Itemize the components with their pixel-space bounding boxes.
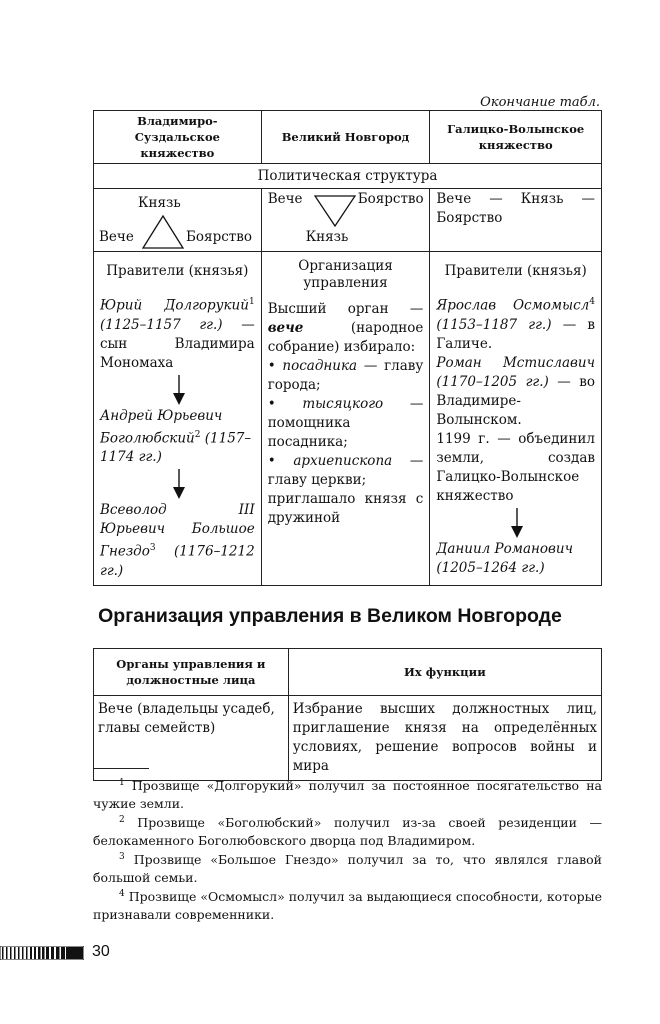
footnote-4 (93, 885, 602, 924)
novgorod-organization-cell (261, 252, 430, 586)
footnote-ref: 4 (589, 297, 595, 307)
org-term: тысяцкого (302, 396, 384, 412)
footnote-number: 2 (119, 815, 125, 825)
org-desc: — главу церкви; (267, 453, 424, 488)
org-term: посадника (282, 358, 358, 374)
list-item: • посадника — главу города; (267, 358, 424, 393)
footnote-ref: 1 (248, 297, 255, 307)
section-title: Организация управления в Великом Новгороде (98, 605, 562, 627)
org-outro: приглашало князя с дружиной (267, 491, 424, 526)
ruler-years: (1157–1174 гг.) (100, 430, 252, 465)
ruler-years: (1170–1205 гг.) (436, 373, 549, 390)
novgorod-diagram (261, 189, 430, 252)
diagram-left-label: Вече (267, 191, 303, 207)
organization-label: Организация управления (298, 258, 393, 291)
header-novgorod: Великий Новгород (261, 111, 430, 164)
diagram-right-label: Боярство (186, 229, 252, 245)
political-structure-heading: Политическая структура (94, 164, 602, 189)
diagram-left-label: Вече (99, 229, 134, 245)
diagram-top-label: Князь (138, 195, 181, 211)
ruler-name: Юрий Долгорукий (100, 297, 249, 314)
ruler-years: (1176–1212 гг.) (100, 543, 255, 579)
structure-row (94, 189, 602, 252)
unification-event: 1199 г. — объединил земли, создав Галицко-Волынское княжество (436, 430, 595, 504)
table-header-row (94, 649, 602, 696)
table-continuation-caption: Окончание табл. (480, 95, 600, 110)
triangle-up-icon (142, 215, 184, 249)
ruler-years: (1125–1157 гг.) (100, 316, 223, 333)
footnote-text: Прозвище «Осмомысл» получил за выдающиеся способности, которые признавали современники. (93, 889, 602, 923)
footnote-text: Прозвище «Большое Гнездо» получил за то, что являлся главой большой семьи. (93, 852, 602, 886)
vladimir-diagram (94, 189, 262, 252)
ruler-years: (1153–1187 гг.) (436, 316, 552, 333)
arrow-down-icon (510, 508, 524, 538)
page-number: 30 (92, 943, 110, 960)
ruler-name: Андрей Юрьевич Боголюбский (100, 407, 223, 446)
ruler-note: — сын Владимира Мономаха (100, 316, 255, 371)
org-intro-rest: (народное собрание) избирало: (267, 320, 424, 355)
header-functions: Их функции (288, 649, 601, 696)
footnote-number: 4 (119, 889, 125, 899)
ruler-name: Ярослав Осмомысл (436, 297, 590, 314)
org-term: архиепископа (293, 453, 393, 469)
rulers-row (94, 252, 602, 586)
veche-term: вече (267, 320, 304, 336)
org-intro: Высший орган — (267, 301, 424, 317)
body-cell: Вече (владельцы усадеб, главы семейств) (94, 696, 289, 781)
org-desc: — главу города; (267, 358, 424, 393)
triangle-down-icon (314, 195, 356, 227)
footnote-3 (93, 848, 602, 887)
functions-cell: Избрание высших должностных лиц, приглашение князя на определённых условиях, решение вопросов войны и мира (288, 696, 601, 781)
table-row (94, 696, 602, 781)
ruler-note: — во Владимире-Волынском. (436, 373, 596, 428)
org-desc: — помощника посадника; (267, 396, 424, 450)
list-item: • архиепископа — главу церкви; (267, 453, 424, 488)
ruler-note: — в Галиче. (436, 316, 595, 352)
novgorod-government-table (93, 648, 602, 781)
footnote-1 (93, 774, 602, 813)
table-header-row (94, 111, 602, 164)
footnote-ref: 2 (194, 429, 201, 440)
footnote-ref: 3 (149, 543, 156, 553)
diagram-bottom-label: Князь (305, 229, 349, 245)
rulers-label: Правители (князья) (106, 263, 249, 279)
arrow-down-icon (172, 469, 186, 499)
footnote-number: 1 (119, 778, 125, 788)
header-bodies: Органы управления и должностные лица (94, 649, 289, 696)
footnote-text: Прозвище «Долгорукий» получил за постоянное посягательство на чужие земли. (93, 778, 602, 812)
footnote-2 (93, 811, 602, 850)
principalities-table (93, 110, 602, 586)
page-barcode-decoration (0, 946, 84, 960)
vladimir-rulers-cell (94, 252, 262, 586)
footnote-divider (93, 768, 149, 769)
header-vladimir: Владимиро-Суздальское княжество (94, 111, 262, 164)
galich-rulers-cell (430, 252, 602, 586)
footnote-text: Прозвище «Боголюбский» получил из-за своей резиденции — белокаменного Боголюбовского дворца под Владимиром. (93, 815, 602, 849)
header-galich: Галицко-Волынское княжество (430, 111, 602, 164)
list-item: • тысяцкого — помощника посадника; (267, 396, 424, 450)
arrow-down-icon (172, 375, 186, 405)
ruler-years: (1205–1264 гг.) (436, 559, 545, 576)
ruler-name: Даниил Романович (436, 540, 573, 557)
ruler-name: Роман Мстиславич (436, 354, 595, 371)
footnote-number: 3 (119, 852, 125, 862)
galich-structure: Вече — Князь — Боярство (430, 189, 602, 252)
diagram-right-label: Боярство (357, 191, 424, 207)
rulers-label: Правители (князья) (444, 263, 587, 279)
ruler-name: Всеволод III Юрьевич Большое Гнездо (100, 502, 255, 560)
